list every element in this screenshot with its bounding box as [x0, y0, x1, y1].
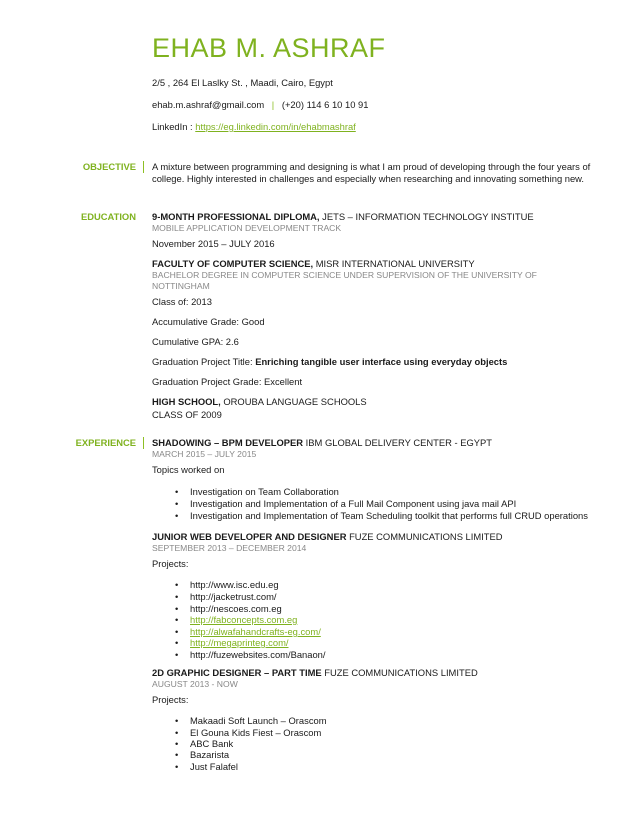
faculty-title-rest: MISR INTERNATIONAL UNIVERSITY — [313, 258, 475, 269]
job-intro: Projects: — [152, 558, 189, 569]
bullet: • — [175, 727, 179, 738]
bullet: • — [175, 591, 179, 602]
linkedin-link[interactable]: https://eg.linkedin.com/in/ehabmashraf — [195, 121, 356, 132]
project-link[interactable]: http://jacketrust.com/ — [190, 591, 277, 602]
project-link[interactable]: http://fuzewebsites.com/Banaon/ — [190, 649, 326, 660]
job-company: FUZE COMMUNICATIONS LIMITED — [321, 667, 478, 678]
list-item: Investigation on Team Collaboration — [190, 486, 339, 497]
contact-separator: | — [271, 99, 275, 110]
job-title-bold: JUNIOR WEB DEVELOPER AND DESIGNER — [152, 531, 347, 542]
graduation-project-title: Enriching tangible user interface using everyday objects — [255, 356, 508, 367]
objective-heading: OBJECTIVE — [82, 161, 136, 172]
job-company: FUZE COMMUNICATIONS LIMITED — [346, 531, 503, 542]
bullet: • — [175, 715, 179, 726]
faculty-class: Class of: 2013 — [152, 296, 212, 307]
bullet: • — [175, 486, 179, 497]
project-link[interactable]: http://fabconcepts.com.eg — [190, 614, 298, 625]
objective-line-2: college. Highly interested in challenges and especially when researching and innovating something new. — [152, 173, 585, 184]
education-heading: EDUCATION — [80, 211, 136, 222]
faculty-degree-line-1: BACHELOR DEGREE IN COMPUTER SCIENCE UNDER SUPERVISION OF THE UNIVERSITY OF — [152, 270, 537, 280]
job-dates: AUGUST 2013 - NOW — [152, 679, 238, 689]
list-item: El Gouna Kids Fiest – Orascom — [190, 727, 322, 738]
project-link[interactable]: http://nescoes.com.eg — [190, 603, 282, 614]
project-link[interactable]: http://alwafahandcrafts-eg.com/ — [190, 626, 321, 637]
bullet: • — [175, 637, 179, 648]
bullet: • — [175, 749, 179, 760]
objective-line-1: A mixture between programming and designing is what I am proud of developing through the four years of — [152, 161, 591, 172]
experience-heading: EXPERIENCE — [75, 437, 136, 448]
list-item: Investigation and Implementation of Team Scheduling toolkit that performs full CRUD operations — [190, 510, 588, 521]
linkedin-line — [152, 121, 356, 133]
diploma-track: MOBILE APPLICATION DEVELOPMENT TRACK — [152, 223, 342, 233]
highschool-title-rest: OROUBA LANGUAGE SCHOOLS — [220, 396, 367, 407]
diploma-dates: November 2015 – JULY 2016 — [152, 238, 275, 249]
bullet: • — [175, 649, 179, 660]
list-item: Bazarista — [190, 749, 230, 760]
job-company: IBM GLOBAL DELIVERY CENTER - EGYPT — [303, 437, 493, 448]
faculty-title — [152, 258, 475, 269]
project-link[interactable]: http://www.isc.edu.eg — [190, 579, 279, 590]
highschool-class: CLASS OF 2009 — [152, 409, 222, 420]
bullet: • — [175, 761, 179, 772]
job-intro: Topics worked on — [152, 464, 225, 475]
faculty-acc-grade: Accumulative Grade: Good — [152, 316, 265, 327]
faculty-degree-line-2: NOTTINGHAM — [152, 281, 210, 291]
bullet: • — [175, 614, 179, 625]
bullet: • — [175, 498, 179, 509]
address-text: 2/5 , 264 El Laslky St. , Maadi, Cairo, Egypt — [152, 77, 333, 88]
job-title — [152, 667, 478, 678]
faculty-gpa: Cumulative GPA: 2.6 — [152, 336, 239, 347]
resume-name: EHAB M. ASHRAF — [152, 33, 386, 63]
bullet: • — [175, 579, 179, 590]
graduation-project — [152, 356, 507, 368]
job-title-bold: SHADOWING – BPM DEVELOPER — [152, 437, 304, 448]
contact-line — [152, 99, 368, 111]
list-item: Makaadi Soft Launch – Orascom — [190, 715, 327, 726]
objective-text — [152, 161, 612, 185]
highschool-title — [152, 396, 367, 407]
email-text[interactable]: ehab.m.ashraf@gmail.com — [152, 99, 265, 110]
list-item: Investigation and Implementation of a Full Mail Component using java mail API — [190, 498, 517, 509]
bullet: • — [175, 738, 179, 749]
objective-divider — [143, 161, 144, 173]
list-item: ABC Bank — [190, 738, 234, 749]
job-intro: Projects: — [152, 694, 189, 705]
graduation-project-label: Graduation Project Title: — [152, 356, 256, 367]
bullet: • — [175, 510, 179, 521]
list-item: Just Falafel — [190, 761, 238, 772]
diploma-title — [152, 211, 534, 222]
job-title-bold: 2D GRAPHIC DESIGNER – PART TIME — [152, 667, 322, 678]
experience-divider — [143, 437, 144, 449]
job-dates: SEPTEMBER 2013 – DECEMBER 2014 — [152, 543, 307, 553]
diploma-title-bold: 9-MONTH PROFESSIONAL DIPLOMA, — [152, 211, 320, 222]
project-link[interactable]: http://megaprinteg.com/ — [190, 637, 289, 648]
highschool-title-bold: HIGH SCHOOL, — [152, 396, 221, 407]
job-title — [152, 437, 492, 448]
linkedin-label: LinkedIn : — [152, 121, 196, 132]
faculty-title-bold: FACULTY OF COMPUTER SCIENCE, — [152, 258, 314, 269]
graduation-project-grade: Graduation Project Grade: Excellent — [152, 376, 303, 387]
phone-text: (+20) 114 6 10 10 91 — [281, 99, 369, 110]
job-dates: MARCH 2015 – JULY 2015 — [152, 449, 257, 459]
diploma-title-rest: JETS – INFORMATION TECHNOLOGY INSTITUE — [319, 211, 534, 222]
bullet: • — [175, 626, 179, 637]
bullet: • — [175, 603, 179, 614]
job-title — [152, 531, 503, 542]
